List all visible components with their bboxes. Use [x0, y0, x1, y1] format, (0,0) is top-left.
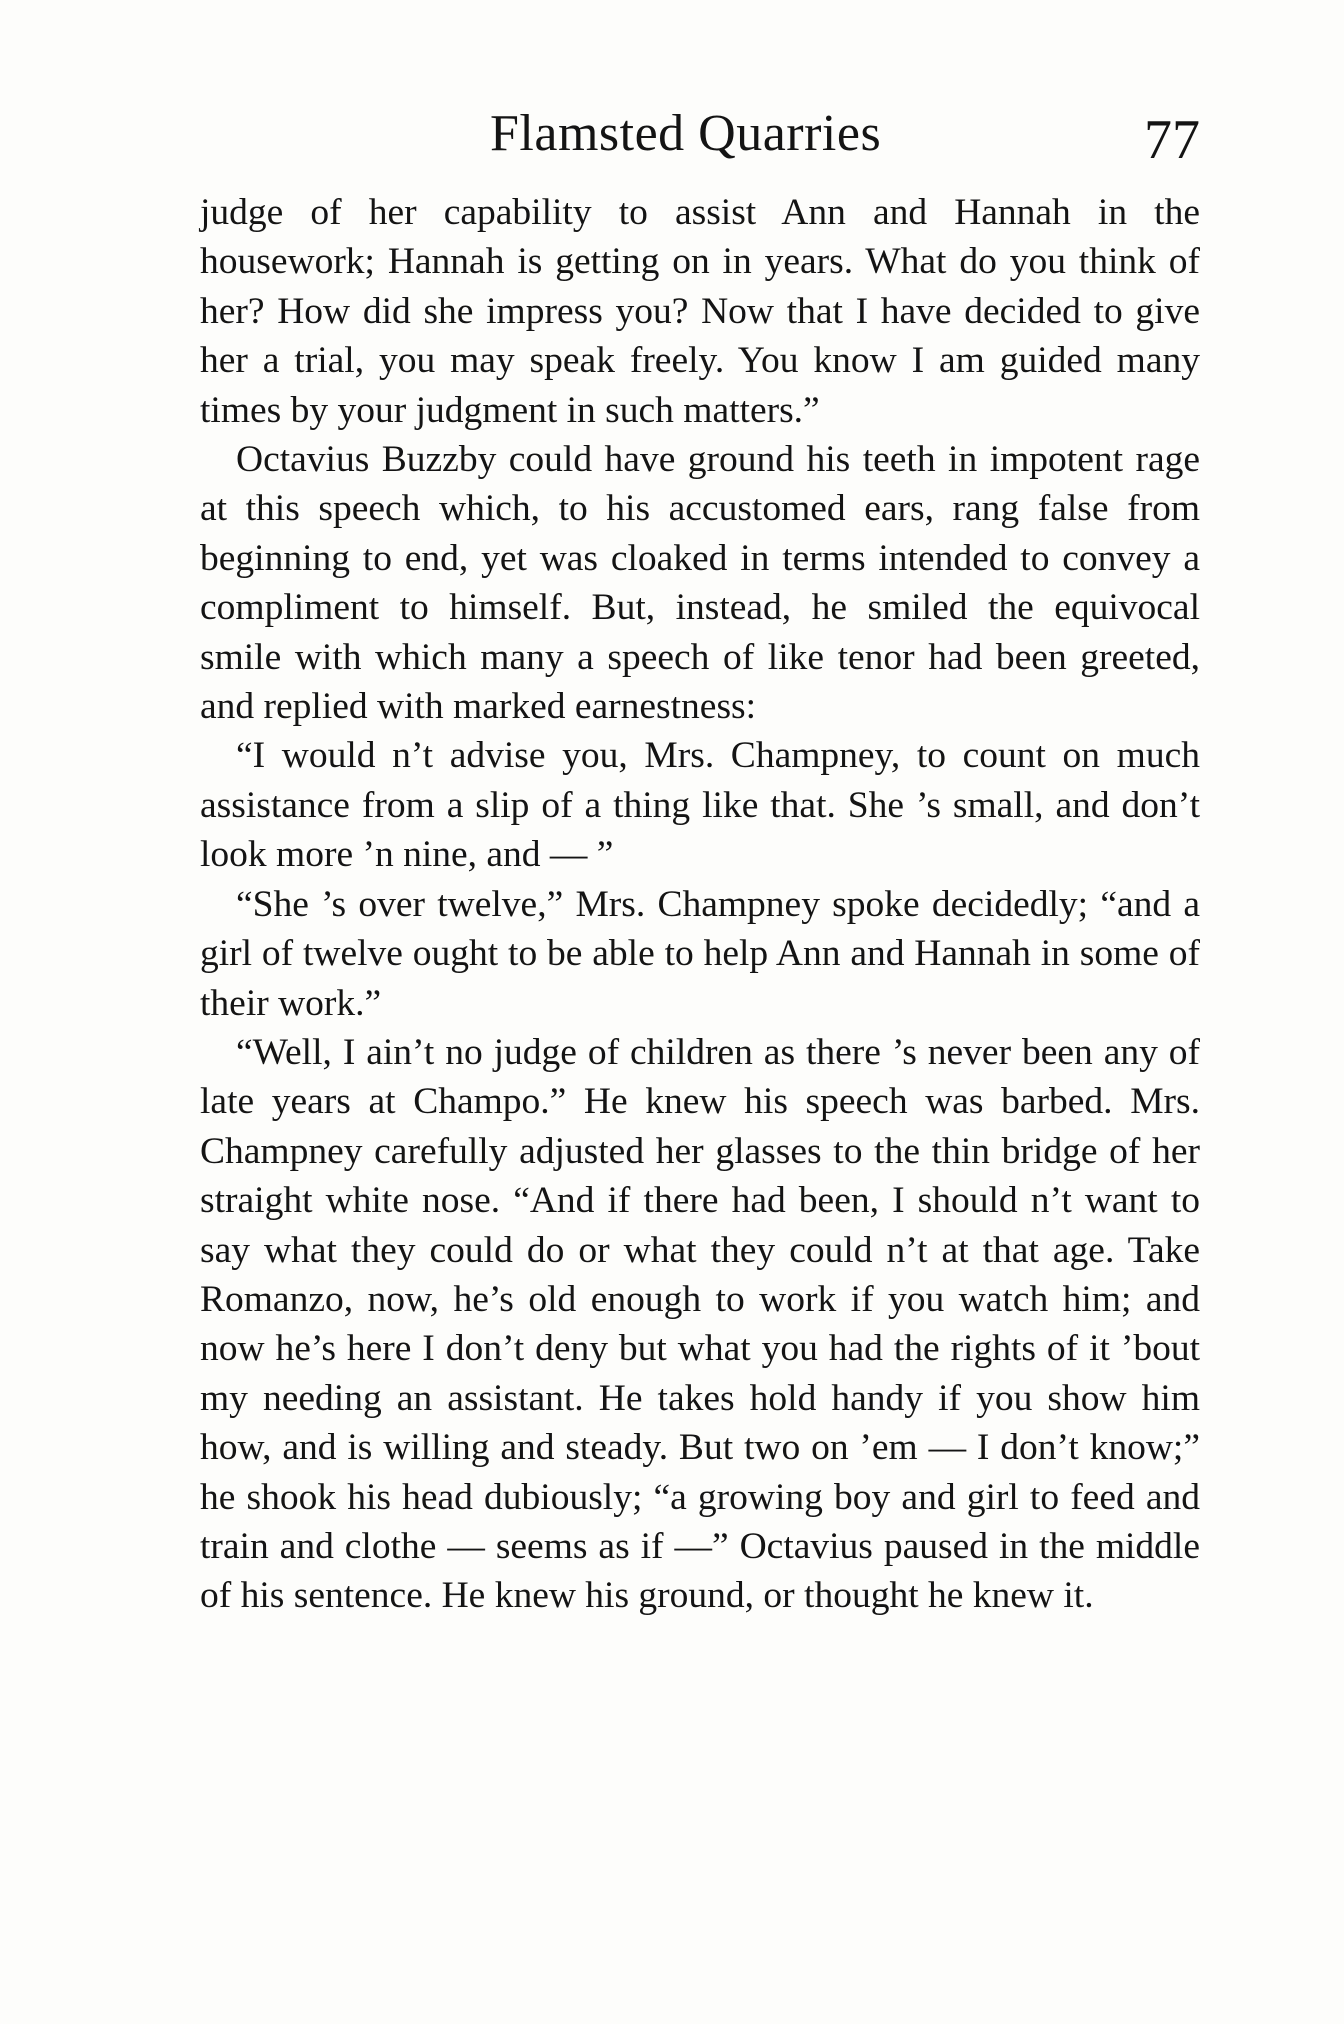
body-text — [200, 188, 1200, 1621]
paragraph: Octavius Buzzby could have ground his teeth in impotent rage at this speech which, to his accustomed ears, rang false from beginning to end, yet was cloaked in terms intended to convey a compliment to himself. But, instead, he smiled the equivocal smile with which many a speech of like tenor had been greeted, and replied with marked earnestness: — [200, 439, 1200, 728]
page-header — [200, 104, 1200, 184]
paragraph: “She ’s over twelve,” Mrs. Champney spoke decidedly; “and a girl of twelve ought to be able to help Ann and Hannah in some of their work.” — [200, 883, 1200, 1024]
paragraph: “Well, I ain’t no judge of children as there ’s never been any of late years at Champo.” He knew his speech was barbed. Mrs. Champney carefully adjusted her glasses to the thin bridge of her straight white nose. “And if there had been, I should n’t want to say what they could do or what they could n’t at that age. Take Romanzo, now, he’s old enough to work if you watch him; and now he’s here I don’t deny but what you had the rights of it ’bout my needing an assistant. He takes hold handy if you show him how, and is willing and steady. But two on ’em — I don’t know;” he shook his head dubiously; “a growing boy and girl to feed and train and clothe — seems as if —” Octavius paused in the middle of his sentence. He knew his ground, or thought he knew it. — [200, 1031, 1200, 1617]
page-number: 77 — [1144, 109, 1200, 171]
paragraph: judge of her capability to assist Ann and Hannah in the housework; Hannah is getting on in years. What do you think of her? How did she impress you? Now that I have decided to give her a trial, you may speak freely. You know I am guided many times by your judgment in such matters.” — [200, 192, 1200, 431]
running-title: Flamsted Quarries — [490, 105, 882, 162]
paragraph: “I would n’t advise you, Mrs. Champney, to count on much assistance from a slip of a thing like that. She ’s small, and don’t look more ’n nine, and — ” — [200, 735, 1200, 876]
